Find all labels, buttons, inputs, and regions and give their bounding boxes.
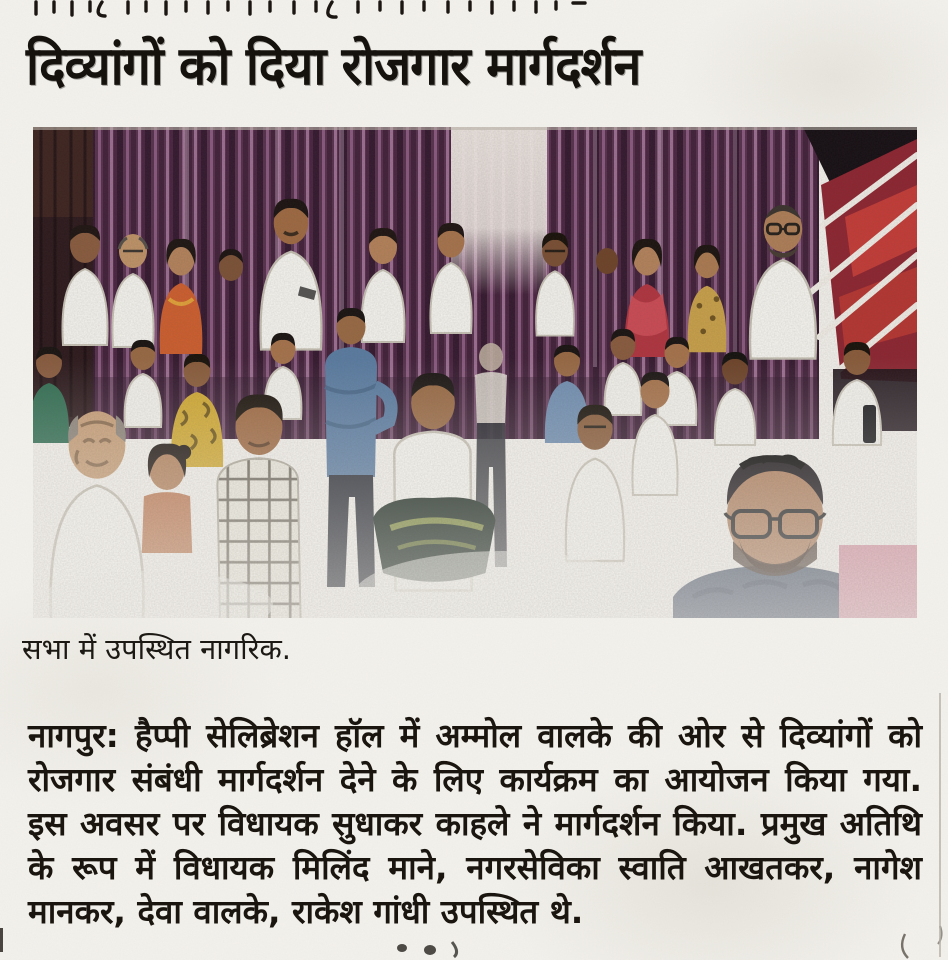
body-line-2: रोजगार संबंधी मार्गदर्शन देने के लिए कार्यक्रम का आयोजन किया गया. [28,760,922,799]
photo-caption: सभा में उपस्थित नागरिक. [22,632,291,666]
bottom-smudge-marks [0,918,948,960]
body-line-3: इस अवसर पर विधायक सुधाकर काहले ने मार्गदर्शन किया. प्रमुख अतिथि [28,804,922,843]
photo-grain [33,127,917,618]
article-photo [33,127,917,618]
cropped-previous-line-strip [28,0,588,22]
paper-crease [939,693,941,957]
body-line-1 [28,714,922,758]
dateline: नागपुर: [28,716,119,755]
headline: दिव्यांगों को दिया रोजगार मार्गदर्शन [26,35,641,97]
article-body [28,714,922,934]
body-line-5: मानकर, देवा वालके, राकेश गांधी उपस्थित थे. [28,892,584,931]
body-line-4: के रूप में विधायक मिलिंद माने, नगरसेविका स्वाति आखतकर, नागेश [28,848,922,887]
body-line-1-text: हैप्पी सेलिब्रेशन हॉल में अम्मोल वालके की ओर से दिव्यांगों को [118,716,922,755]
